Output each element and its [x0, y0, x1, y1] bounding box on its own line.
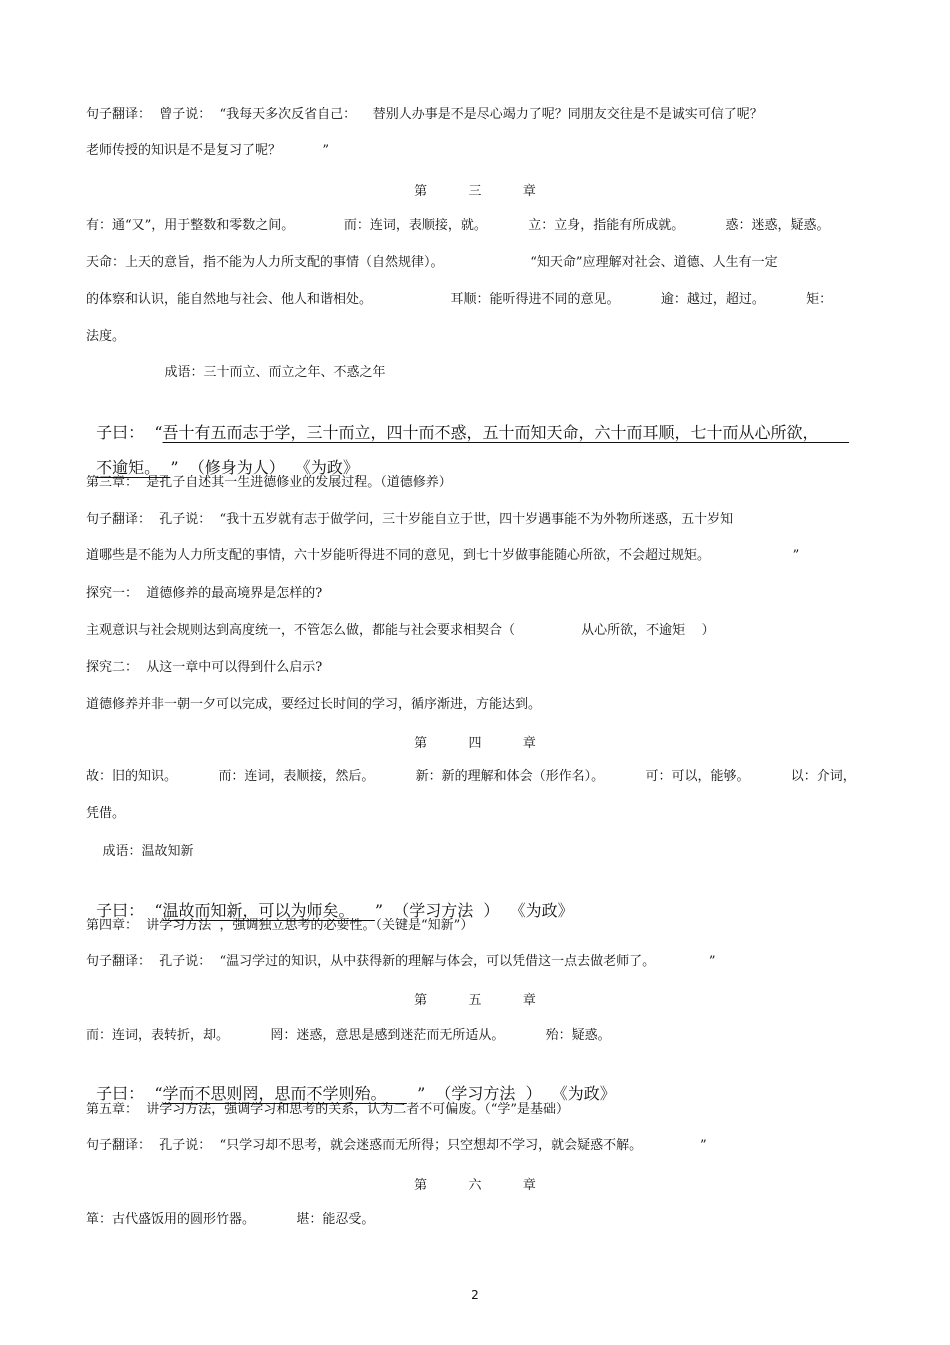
- chapter-heading: 第 四 章: [414, 736, 536, 751]
- gloss-line: 的体察和认识，能自然地与社会、他人和谐相处。 耳顺：能听得进不同的意见。 逾：越过，超过。 矩：: [86, 292, 833, 307]
- inquiry-question: 探究一： 道德修养的最高境界是怎样的?: [86, 586, 323, 601]
- translation-line: 句子翻译： 孔子说： “只学习却不思考，就会迷惑而无所得；只空想却不学习，就会疑惑不解。 ”: [86, 1138, 707, 1153]
- quotation-text: 学而不思则罔，思而不学则殆。: [162, 1084, 407, 1103]
- quotation-prefix: 子曰： “: [96, 423, 163, 442]
- idiom-line: 成语：三十而立、而立之年、不惑之年: [86, 365, 386, 380]
- quotation-prefix: 子曰： “: [96, 1084, 163, 1103]
- quotation-text: 温故而知新，可以为师矣。: [162, 901, 375, 920]
- inquiry-answer: 主观意识与社会规则达到高度统一，不管怎么做，都能与社会要求相契合（ 从心所欲，不逾矩 ）: [86, 623, 715, 638]
- gloss-line: 而：连词，表转折，却。 罔：迷惑，意思是感到迷茫而无所适从。 殆：疑惑。: [86, 1028, 611, 1043]
- chapter-summary: 第四章： 讲学习方法 ，强调独立思考的必要性。（关键是“知新”）: [86, 918, 474, 933]
- translation-line: 句子翻译： 曾子说： “我每天多次反省自己： 替别人办事是不是尽心竭力了呢？同朋友交往是不是诚实可信了呢？: [86, 107, 763, 122]
- quotation-line: [86, 435, 359, 479]
- translation-line: 老师传授的知识是不是复习了呢？ ”: [86, 143, 329, 158]
- gloss-line: 故：旧的知识。 而：连词，表顺接，然后。 新：新的理解和体会（形作名）。 可：可以，能够。 以：介词，: [86, 769, 856, 784]
- translation-line: 句子翻译： 孔子说： “我十五岁就有志于做学问，三十岁能自立于世，四十岁遇事能不为外物所迷惑，五十岁知: [86, 512, 734, 527]
- gloss-line: 有：通“又”，用于整数和零数之间。 而：连词，表顺接，就。 立：立身，指能有所成就。 惑：迷惑，疑惑。: [86, 218, 830, 233]
- quotation-source: ” （修身为人） 《为政》: [170, 458, 359, 477]
- translation-line: 句子翻译： 孔子说： “温习学过的知识，从中获得新的理解与体会，可以凭借这一点去做老师了。 ”: [86, 954, 716, 969]
- gloss-line: 法度。: [86, 329, 126, 344]
- quotation-text: 吾十有五而志于学，三十而立，四十而不惑，五十而知天命，六十而耳顺，七十而从心所欲，: [162, 423, 850, 442]
- quotation-line: [86, 1061, 616, 1105]
- quotation-source: ” （学习方法 ） 《为政》: [374, 901, 574, 920]
- idiom-line: 成语：温故知新: [86, 844, 194, 859]
- chapter-summary: 第五章： 讲学习方法，强调学习和思考的关系，认为二者不可偏废。（“学”是基础）: [86, 1102, 570, 1117]
- page-number: 2: [471, 1288, 479, 1302]
- inquiry-question: 探究二： 从这一章中可以得到什么启示?: [86, 660, 323, 675]
- chapter-heading: 第 六 章: [414, 1178, 536, 1193]
- chapter-heading: 第 五 章: [414, 993, 536, 1008]
- gloss-line: 凭借。: [86, 806, 126, 821]
- chapter-summary: 第三章： 是孔子自述其一生进德修业的发展过程。（道德修养）: [86, 475, 452, 490]
- quotation-text: 不逾矩。: [96, 458, 171, 477]
- inquiry-answer: 道德修养并非一朝一夕可以完成，要经过长时间的学习，循序渐进，方能达到。: [86, 697, 542, 712]
- gloss-line: 箪：古代盛饭用的圆形竹器。 堪：能忍受。: [86, 1212, 375, 1227]
- chapter-heading: 第 三 章: [414, 184, 536, 199]
- gloss-line: 天命：上天的意旨，指不能为人力所支配的事情（自然规律）。 “知天命”应理解对社会、道德、人生有一定: [86, 255, 778, 270]
- quotation-prefix: 子曰： “: [96, 901, 163, 920]
- translation-line: 道哪些是不能为人力所支配的事情，六十岁能听得进不同的意见，到七十岁做事能随心所欲，不会超过规矩。 ”: [86, 548, 800, 563]
- quotation-line: [86, 878, 574, 922]
- quotation-source: ” （学习方法 ） 《为政》: [406, 1084, 616, 1103]
